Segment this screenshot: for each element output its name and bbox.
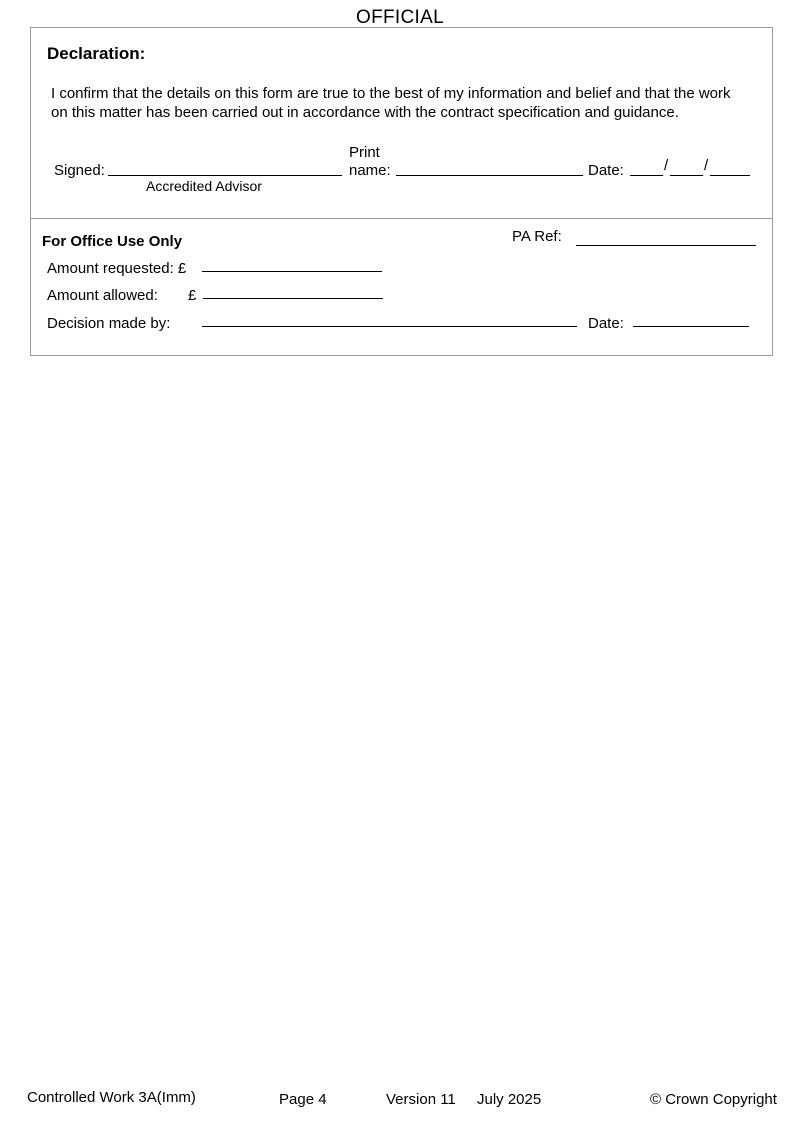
print-name-line[interactable] <box>396 175 583 176</box>
amount-requested-label: Amount requested: £ <box>47 260 187 277</box>
signed-label: Signed: <box>54 162 105 179</box>
pa-ref-label: PA Ref: <box>512 228 562 245</box>
footer-copyright: © Crown Copyright <box>650 1091 777 1108</box>
declaration-title: Declaration: <box>47 44 146 63</box>
section-divider <box>31 218 772 219</box>
pa-ref-line[interactable] <box>576 245 756 246</box>
amount-allowed-line[interactable] <box>203 298 383 299</box>
office-use-title: For Office Use Only <box>42 233 183 250</box>
signed-sublabel: Accredited Advisor <box>146 178 262 194</box>
decision-line[interactable] <box>202 326 577 327</box>
declaration-date-label: Date: <box>588 162 624 179</box>
date-year-line[interactable] <box>710 175 750 176</box>
date-separator: / <box>704 157 709 174</box>
amount-requested-line[interactable] <box>202 271 382 272</box>
declaration-form-box <box>30 27 773 356</box>
footer-date: July 2025 <box>477 1091 542 1108</box>
date-separator: / <box>664 157 669 174</box>
date-month-line[interactable] <box>670 175 703 176</box>
signature-line[interactable] <box>108 175 342 176</box>
decision-label: Decision made by: <box>47 315 171 332</box>
declaration-statement: I confirm that the details on this form are true to the best of my information and belief and that the work on this matter has been carried out in accordance with the contract specification and guidance. <box>51 85 731 121</box>
footer-form-code: Controlled Work 3A(Imm) <box>27 1089 196 1106</box>
amount-allowed-currency: £ <box>188 287 197 304</box>
amount-allowed-label: Amount allowed: <box>47 287 158 304</box>
print-label-line2: name: <box>349 162 391 179</box>
office-date-label: Date: <box>588 315 624 332</box>
print-label-line1: Print <box>349 144 380 161</box>
office-date-line[interactable] <box>633 326 749 327</box>
footer-version: Version 11 <box>386 1091 456 1108</box>
date-day-line[interactable] <box>630 175 663 176</box>
footer-page: Page 4 <box>279 1091 327 1108</box>
classification-header: OFFICIAL <box>356 7 444 28</box>
